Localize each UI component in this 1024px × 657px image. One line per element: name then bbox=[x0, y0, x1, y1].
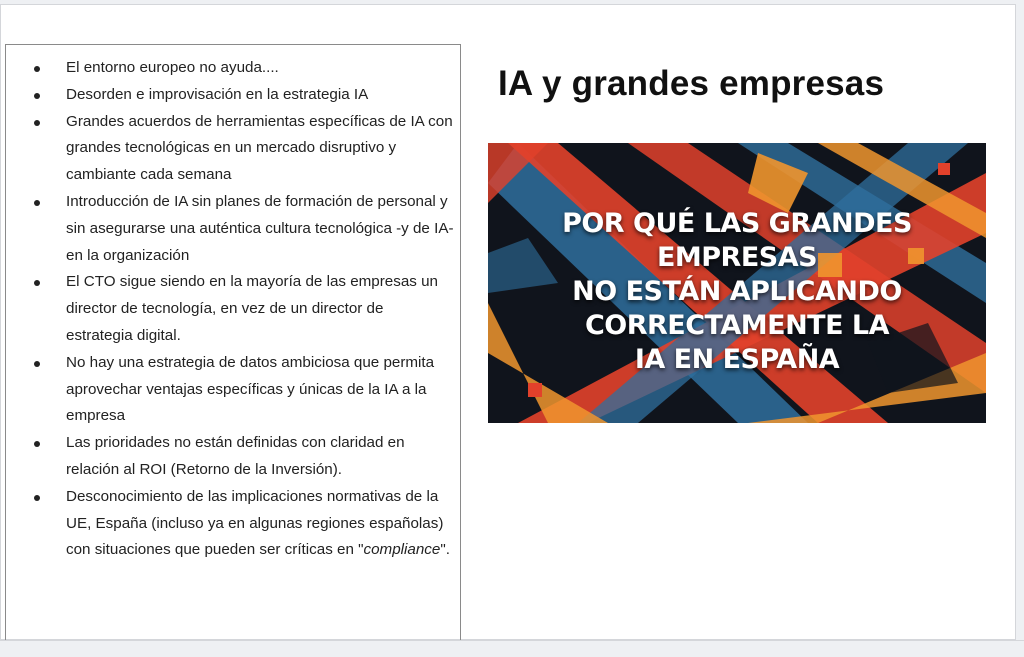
bullet-list bbox=[6, 45, 460, 564]
bullet-item: No hay una estrategia de datos ambiciosa que permita aprovechar ventajas específicas y únicas de la IA a la empresa bbox=[6, 350, 454, 430]
poster-image bbox=[488, 143, 986, 423]
bullet-item bbox=[6, 484, 454, 564]
poster-line: POR QUÉ LAS GRANDES bbox=[562, 208, 912, 239]
bullet-text-start: Desconocimiento de las implicaciones normativas de la UE, España (incluso ya en algunas regiones españolas) con situaciones que pueden ser críticas en " bbox=[66, 487, 444, 559]
bullet-text-end: ". bbox=[440, 541, 450, 559]
bullet-item: El CTO sigue siendo en la mayoría de las empresas un director de tecnología, en vez de un director de estrategia digital. bbox=[6, 269, 454, 349]
document-page bbox=[0, 4, 1016, 640]
bullet-item: Grandes acuerdos de herramientas específicas de IA con grandes tecnológicas en un mercado disruptivo y cambiante cada semana bbox=[6, 109, 454, 189]
poster-line: EMPRESAS bbox=[656, 242, 818, 273]
page-bottom-edge bbox=[0, 640, 1024, 657]
bullet-text-italic: compliance bbox=[363, 541, 441, 559]
bullet-item: Desorden e improvisación en la estrategia IA bbox=[6, 82, 454, 109]
bullet-item: El entorno europeo no ayuda.... bbox=[6, 55, 454, 82]
poster-line: CORRECTAMENTE LA bbox=[584, 310, 890, 341]
poster-headline bbox=[488, 207, 986, 377]
poster-line: NO ESTÁN APLICANDO bbox=[572, 276, 902, 307]
bullet-text-box bbox=[5, 44, 461, 644]
title-image-area bbox=[461, 44, 1017, 641]
bullet-item: Las prioridades no están definidas con claridad en relación al ROI (Retorno de la Inversión). bbox=[6, 430, 454, 484]
poster-line: IA EN ESPAÑA bbox=[634, 344, 840, 375]
bullet-item: Introducción de IA sin planes de formación de personal y sin asegurarse una auténtica cultura tecnológica -y de IA- en la organización bbox=[6, 189, 454, 269]
slide-title: IA y grandes empresas bbox=[498, 64, 885, 103]
